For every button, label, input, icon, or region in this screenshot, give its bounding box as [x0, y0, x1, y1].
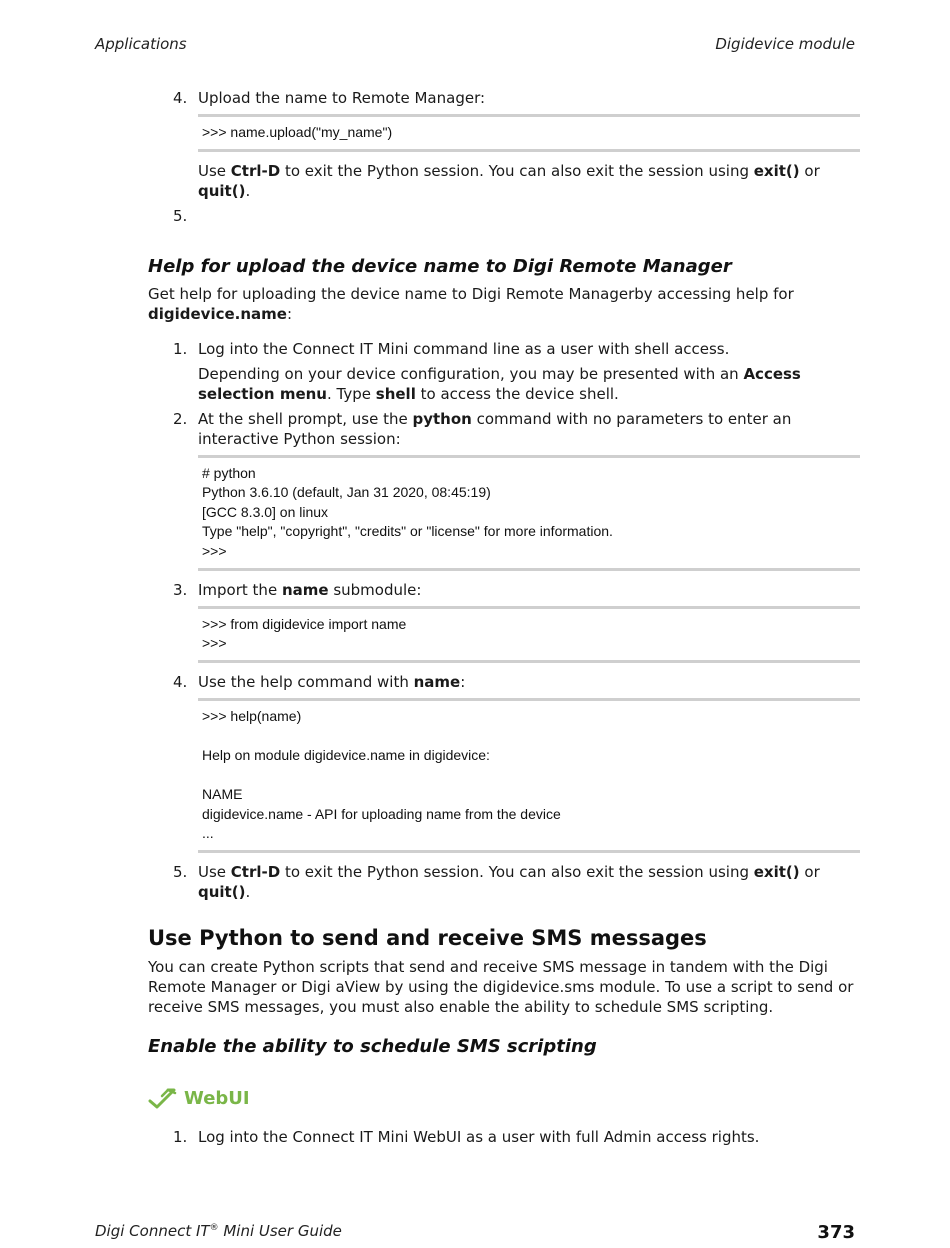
- code-block: >>> help(name) Help on module digidevice.name in digidevice: NAME digidevice.name - API for uploading name from the device ...: [198, 698, 860, 853]
- list-item: [148, 862, 860, 902]
- webui-arrow-icon: [148, 1087, 178, 1111]
- help-intro: Get help for uploading the device name to Digi Remote Managerby accessing help for digidevice.name:: [148, 284, 794, 323]
- step-text: At the shell prompt, use the python command with no parameters to enter an interactive Python session:: [198, 409, 792, 448]
- list-item: [148, 206, 860, 226]
- step-number: 5.: [173, 206, 188, 225]
- list-item: [148, 409, 860, 571]
- step-number: 2.: [173, 409, 188, 428]
- step-number: 3.: [173, 580, 188, 599]
- help-step-list: [148, 339, 860, 902]
- code-block: >>> name.upload("my_name"): [198, 114, 860, 152]
- running-header-left: Applications: [95, 35, 187, 53]
- step-number: 1.: [173, 1127, 188, 1146]
- step-number: 5.: [173, 862, 188, 881]
- webui-step-list: [148, 1127, 860, 1147]
- step-number: 4.: [173, 672, 188, 691]
- webui-label: WebUI: [184, 1088, 250, 1110]
- sms-body: You can create Python scripts that send and receive SMS message in tandem with the Digi Remote Manager or Digi aView by using the digidevice.sms module. To use a script to send or receive SMS messages, you must also enable the ability to schedule SMS scripting.: [148, 957, 854, 1016]
- footer-guide-title: Digi Connect IT® Mini User Guide: [95, 1222, 342, 1240]
- webui-heading: [148, 1087, 860, 1111]
- list-item: [148, 88, 860, 201]
- step-subtext: Depending on your device configuration, you may be presented with an Access selection menu. Type shell to access the device shell.: [198, 364, 801, 403]
- ctrl-d-instruction: Use Ctrl-D to exit the Python session. You can also exit the session using exit() or quit().: [198, 862, 820, 901]
- step-text: Log into the Connect IT Mini command line as a user with shell access.: [198, 339, 730, 358]
- running-header-right: Digidevice module: [715, 35, 855, 53]
- step-text: Log into the Connect IT Mini WebUI as a user with full Admin access rights.: [198, 1127, 760, 1146]
- section-title-sms: Use Python to send and receive SMS messages: [148, 925, 707, 950]
- subsection-title-enable-sms: Enable the ability to schedule SMS scripting: [148, 1035, 597, 1057]
- step-number: 4.: [173, 89, 188, 107]
- ctrl-d-instruction: Use Ctrl-D to exit the Python session. You can also exit the session using exit() or quit().: [198, 161, 820, 200]
- page-number: 373: [817, 1222, 855, 1243]
- step-text: Use the help command with name:: [198, 672, 466, 691]
- page-content: [148, 88, 860, 1152]
- list-item: [148, 672, 860, 853]
- code-block: # python Python 3.6.10 (default, Jan 31 2020, 08:45:19) [GCC 8.3.0] on linux Type "help", "copyright", "credits" or "license" for more information. >>>: [198, 455, 860, 571]
- step-text: Import the name submodule:: [198, 580, 422, 599]
- step-number: 1.: [173, 339, 188, 358]
- code-block: >>> from digidevice import name >>>: [198, 606, 860, 663]
- section-title-help: Help for upload the device name to Digi Remote Manager: [148, 255, 732, 277]
- list-item: [148, 580, 860, 663]
- step-text: Upload the name to Remote Manager:: [198, 89, 486, 107]
- list-item: [148, 1127, 860, 1147]
- list-item: [148, 339, 860, 404]
- top-step-list: [148, 88, 860, 226]
